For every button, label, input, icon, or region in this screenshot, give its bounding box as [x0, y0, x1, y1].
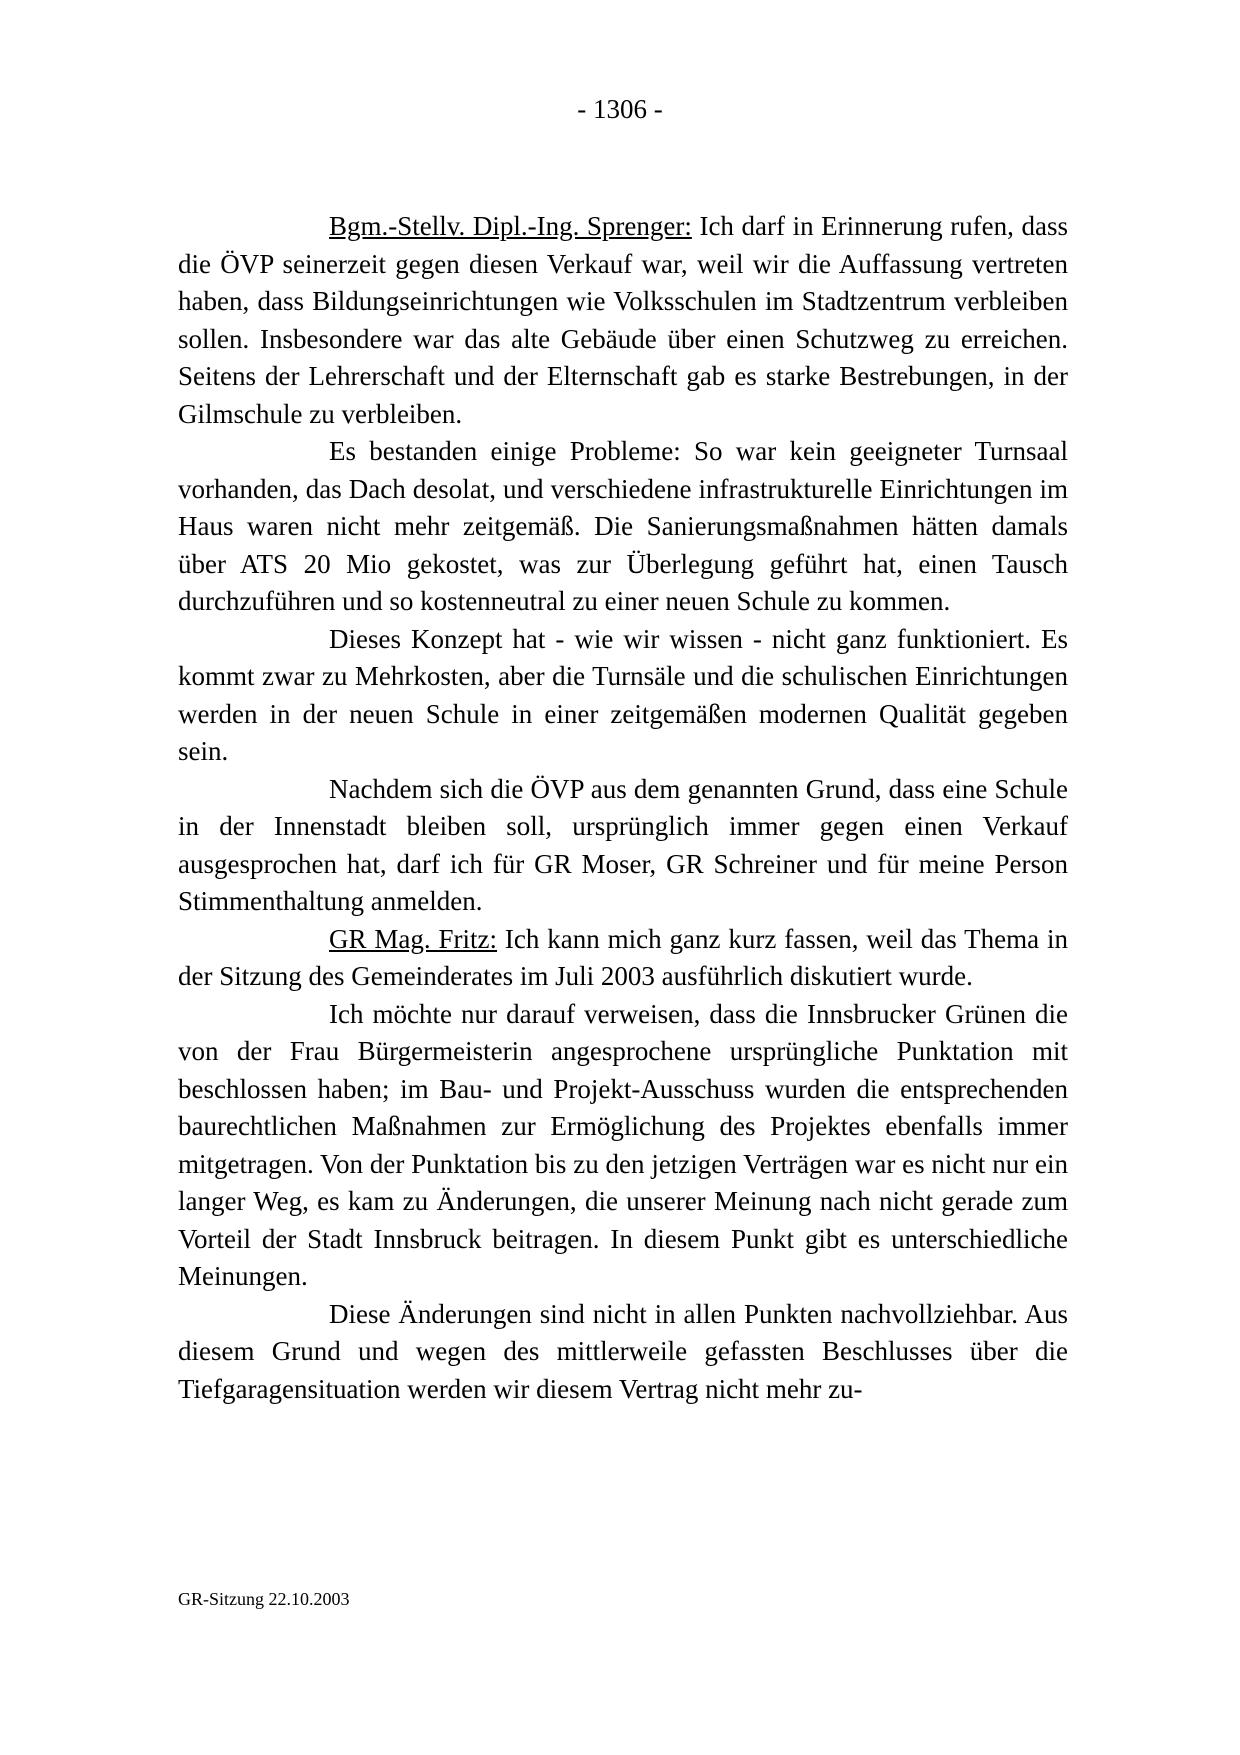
paragraph-konzept [178, 621, 1068, 771]
speaker-name-sprenger: Bgm.-Stellv. Dipl.-Ing. Sprenger: [329, 211, 692, 241]
paragraph-punktation [178, 996, 1068, 1296]
footer-session-date: GR-Sitzung 22.10.2003 [178, 1589, 350, 1609]
paragraph-text: Nachdem sich die ÖVP aus dem genannten Grund, dass eine Schule in der Innenstadt bleiben soll, ursprünglich immer gegen einen Verkauf ausgesprochen hat, darf ich für GR Moser, GR Schreiner und für meine Person Stimmenthaltung anmelden. [178, 773, 1068, 916]
speaker-name-fritz: GR Mag. Fritz: [329, 923, 498, 954]
paragraph-stimmenthaltung [178, 771, 1068, 921]
paragraph-sprenger [178, 208, 1068, 433]
paragraph-text: Ich möchte nur darauf verweisen, dass die Innsbrucker Grünen die von der Frau Bürgermeisterin angesprochene ursprüngliche Punktation mit beschlossen haben; im Bau- und Projekt-Ausschuss wurden die entsprechenden baurechtlichen Maßnahmen zur Ermöglichung des Projektes ebenfalls immer mitgetragen. Von der Punktation bis zu den jetzigen Verträgen war es nicht nur ein langer Weg, es kam zu Änderungen, die unserer Meinung nach nicht gerade zum Vorteil der Stadt Innsbruck beitragen. In diesem Punkt gibt es unterschiedliche Meinungen. [178, 998, 1068, 1291]
document-body [178, 208, 1068, 1408]
paragraph-text: Diese Änderungen sind nicht in allen Punkten nachvollziehbar. Aus diesem Grund und wegen des mittlerweile gefassten Beschlusses über die Tiefgaragensituation werden wir diesem Vertrag nicht mehr zu- [178, 1298, 1068, 1404]
paragraph-aenderungen [178, 1296, 1068, 1409]
page-number: - 1306 - [577, 94, 663, 124]
paragraph-text: Ich darf in Erinnerung rufen, dass die ÖVP seinerzeit gegen diesen Verkauf war, weil wir die Auffassung vertreten haben, dass Bildungseinrichtungen wie Volksschulen im Stadtzentrum verbleiben sollen. Insbesondere war das alte Gebäude über einen Schutzweg zu erreichen. Seitens der Lehrerschaft und der Elternschaft gab es starke Bestrebungen, in der Gilmschule zu verbleiben. [178, 211, 1068, 429]
paragraph-text: Es bestanden einige Probleme: So war kein geeigneter Turnsaal vorhanden, das Dach desolat, und verschiedene infrastrukturelle Einrichtungen im Haus waren nicht mehr zeitgemäß. Die Sanierungsmaßnahmen hätten damals über ATS 20 Mio gekostet, was zur Überlegung geführt hat, einen Tausch durchzuführen und so kostenneutral zu einer neuen Schule zu kommen. [178, 436, 1068, 616]
paragraph-fritz [178, 921, 1068, 996]
paragraph-text: Dieses Konzept hat - wie wir wissen - nicht ganz funktioniert. Es kommt zwar zu Mehrkosten, aber die Turnsäle und die schulischen Einrichtungen werden in der neuen Schule in einer zeitgemäßen modernen Qualität gegeben sein. [178, 623, 1068, 766]
paragraph-probleme [178, 433, 1068, 621]
paragraph-text: Ich kann mich ganz kurz fassen, weil das Thema in der Sitzung des Gemeinderates im Juli 2003 ausführlich diskutiert wurde. [178, 923, 1068, 991]
